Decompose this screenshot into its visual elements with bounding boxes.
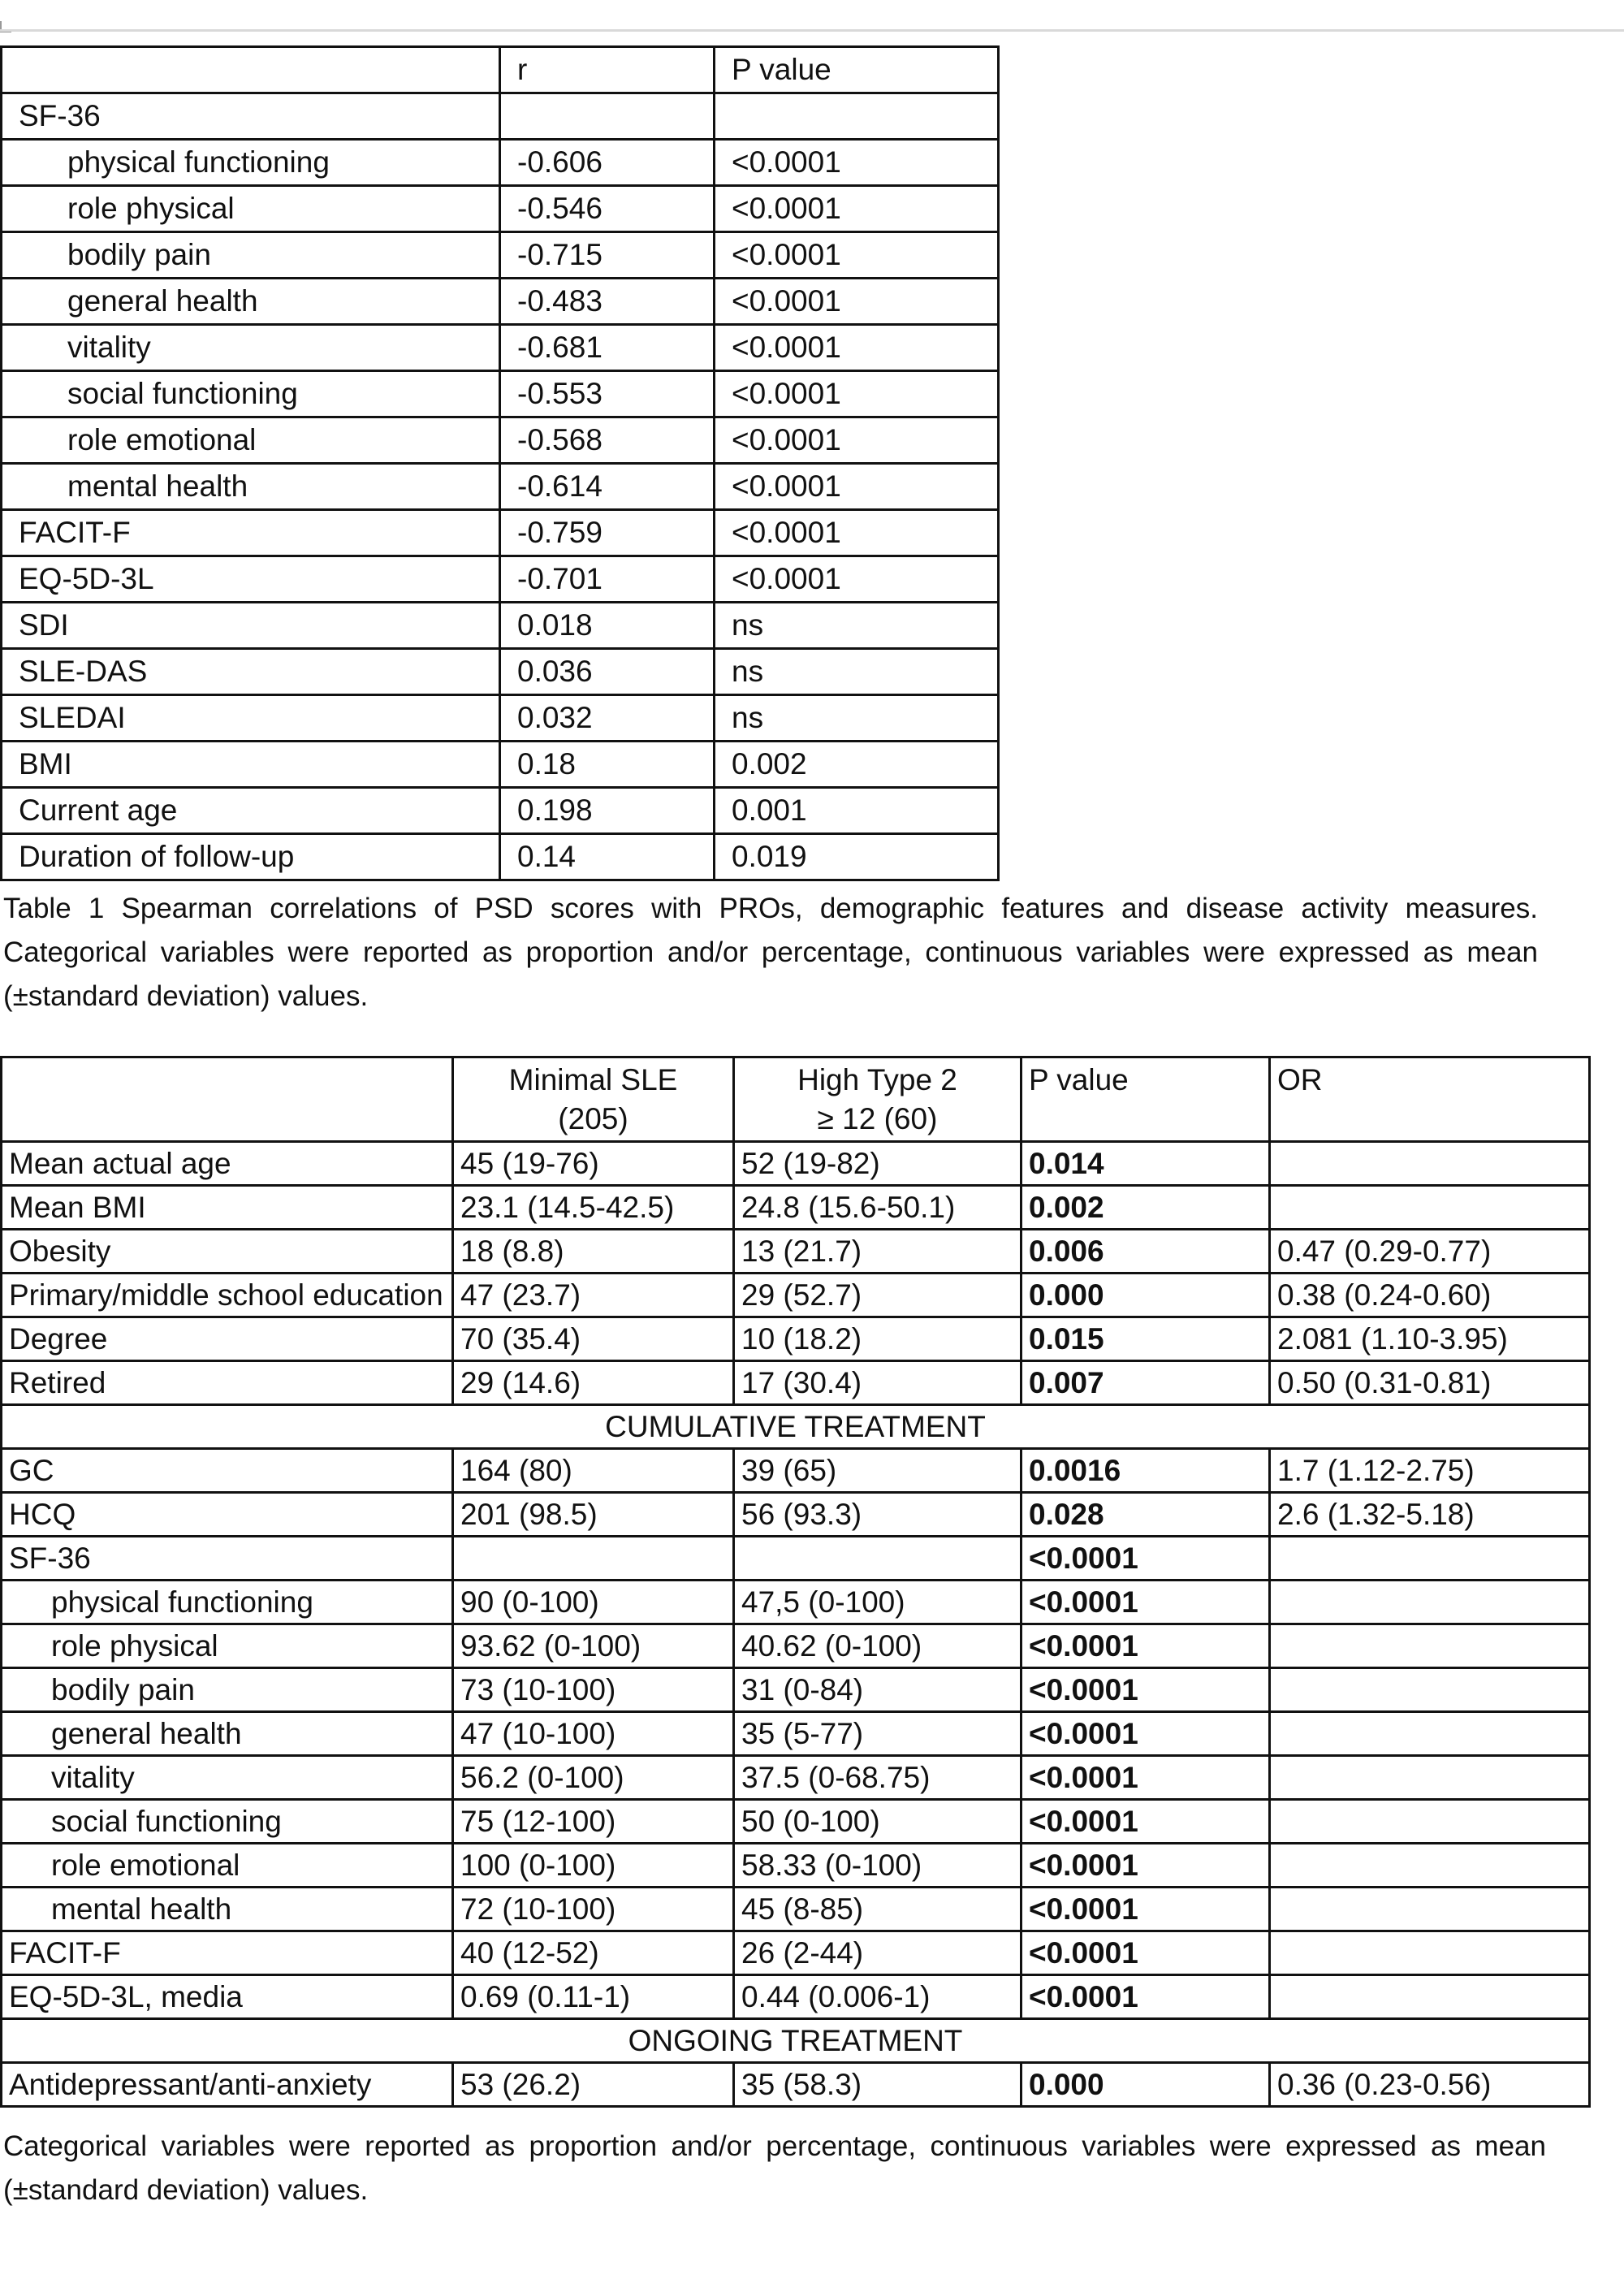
cell-or (1270, 1581, 1590, 1624)
row-label: SLE-DAS (2, 649, 500, 695)
cell-minimal-sle: 75 (12-100) (453, 1800, 734, 1844)
cell-minimal-sle: 47 (23.7) (453, 1274, 734, 1317)
row-label: SDI (2, 603, 500, 649)
table-row (2, 1186, 1590, 1230)
cell-minimal-sle: 164 (80) (453, 1449, 734, 1493)
row-label: vitality (2, 325, 500, 371)
header-cell-or: OR (1270, 1057, 1590, 1142)
cell-or (1270, 1975, 1590, 2019)
cell-or (1270, 1800, 1590, 1844)
cell-high-type2: 56 (93.3) (734, 1493, 1021, 1537)
cell-p-value: <0.0001 (1021, 1844, 1270, 1888)
cell-minimal-sle: 56.2 (0-100) (453, 1756, 734, 1800)
cell-p-value: <0.0001 (1021, 1800, 1270, 1844)
cell-p-value: <0.0001 (715, 417, 999, 464)
cell-p-value (715, 93, 999, 140)
row-label: vitality (2, 1756, 453, 1800)
cell-r: 0.18 (500, 742, 715, 788)
cell-minimal-sle: 201 (98.5) (453, 1493, 734, 1537)
cell-high-type2: 31 (0-84) (734, 1668, 1021, 1712)
row-label: BMI (2, 742, 500, 788)
cell-or (1270, 1537, 1590, 1581)
cell-high-type2: 13 (21.7) (734, 1230, 1021, 1274)
cell-r: -0.681 (500, 325, 715, 371)
cell-or (1270, 1931, 1590, 1975)
cell-high-type2: 35 (58.3) (734, 2063, 1021, 2107)
cell-p-value: <0.0001 (1021, 1712, 1270, 1756)
row-label: general health (2, 1712, 453, 1756)
table-row (2, 1493, 1590, 1537)
cell-high-type2: 0.44 (0.006-1) (734, 1975, 1021, 2019)
cell-minimal-sle: 53 (26.2) (453, 2063, 734, 2107)
row-label: Obesity (2, 1230, 453, 1274)
cell-high-type2: 29 (52.7) (734, 1274, 1021, 1317)
table-row (2, 556, 999, 603)
table-row (2, 2063, 1590, 2107)
cell-or (1270, 1142, 1590, 1186)
row-label: SF-36 (2, 1537, 453, 1581)
table-row (2, 1537, 1590, 1581)
table-row (2, 603, 999, 649)
cell-p-value: 0.015 (1021, 1317, 1270, 1361)
table-row (2, 788, 999, 834)
cell-high-type2: 10 (18.2) (734, 1317, 1021, 1361)
cell-p-value: <0.0001 (715, 232, 999, 279)
table-row (2, 1361, 1590, 1405)
row-label: Mean BMI (2, 1186, 453, 1230)
cell-p-value: <0.0001 (1021, 1624, 1270, 1668)
table2-caption: Categorical variables were reported as proportion and/or percentage, continuous variables were expressed as mean (±standard deviation) values. (3, 2130, 1546, 2206)
header-line: ≥ 12 (60) (817, 1101, 938, 1135)
table-row (2, 417, 999, 464)
row-label: Degree (2, 1317, 453, 1361)
table-row (2, 1449, 1590, 1493)
cell-high-type2: 40.62 (0-100) (734, 1624, 1021, 1668)
cell-r: -0.483 (500, 279, 715, 325)
cell-r: -0.759 (500, 510, 715, 556)
header-cell (2, 1057, 453, 1142)
cell-p-value: ns (715, 603, 999, 649)
cell-p-value: <0.0001 (715, 510, 999, 556)
cell-p-value: 0.000 (1021, 2063, 1270, 2107)
cell-p-value: <0.0001 (715, 186, 999, 232)
table-row (2, 695, 999, 742)
cell-r: 0.032 (500, 695, 715, 742)
header-cell-r: r (500, 47, 715, 93)
row-label: bodily pain (2, 1668, 453, 1712)
cell-p-value: <0.0001 (715, 140, 999, 186)
cell-or: 2.6 (1.32-5.18) (1270, 1493, 1590, 1537)
cell-minimal-sle: 45 (19-76) (453, 1142, 734, 1186)
cell-minimal-sle: 93.62 (0-100) (453, 1624, 734, 1668)
cell-r: 0.036 (500, 649, 715, 695)
page-top-divider (0, 29, 1624, 32)
table-row (2, 1274, 1590, 1317)
table-row (2, 742, 999, 788)
cell-p-value: 0.007 (1021, 1361, 1270, 1405)
section-row (2, 1405, 1590, 1449)
table-row (2, 1844, 1590, 1888)
cell-p-value: ns (715, 649, 999, 695)
cell-or: 0.47 (0.29-0.77) (1270, 1230, 1590, 1274)
row-label: role physical (2, 186, 500, 232)
cell-p-value: <0.0001 (1021, 1581, 1270, 1624)
table-row (2, 1975, 1590, 2019)
cell-or: 2.081 (1.10-3.95) (1270, 1317, 1590, 1361)
cell-high-type2: 58.33 (0-100) (734, 1844, 1021, 1888)
table1-caption: Table 1 Spearman correlations of PSD scores with PROs, demographic features and disease activity measures. Categorical variables were reported as proportion and/or percentage, continuous variables were expressed as mean (±standard deviation) values. (3, 893, 1538, 1012)
cell-or (1270, 1624, 1590, 1668)
cell-minimal-sle: 72 (10-100) (453, 1888, 734, 1931)
cell-p-value: <0.0001 (715, 464, 999, 510)
table-row (2, 1581, 1590, 1624)
row-label: EQ-5D-3L, media (2, 1975, 453, 2019)
cell-minimal-sle: 70 (35.4) (453, 1317, 734, 1361)
header-line: Minimal SLE (508, 1062, 678, 1096)
row-label: social functioning (2, 371, 500, 417)
row-label: social functioning (2, 1800, 453, 1844)
table-row (2, 93, 999, 140)
table-row (2, 1888, 1590, 1931)
table-row (2, 649, 999, 695)
table-row (2, 1756, 1590, 1800)
row-label: bodily pain (2, 232, 500, 279)
table-row (2, 834, 999, 880)
cell-minimal-sle: 47 (10-100) (453, 1712, 734, 1756)
row-label: EQ-5D-3L (2, 556, 500, 603)
cell-high-type2: 45 (8-85) (734, 1888, 1021, 1931)
cell-minimal-sle: 100 (0-100) (453, 1844, 734, 1888)
header-cell-p-value: P value (715, 47, 999, 93)
cell-r: -0.715 (500, 232, 715, 279)
cell-high-type2: 39 (65) (734, 1449, 1021, 1493)
cell-minimal-sle: 29 (14.6) (453, 1361, 734, 1405)
cell-r: 0.198 (500, 788, 715, 834)
row-label: role emotional (2, 1844, 453, 1888)
cell-p-value: <0.0001 (1021, 1537, 1270, 1581)
table-row (2, 186, 999, 232)
table-row (2, 1712, 1590, 1756)
row-label: Current age (2, 788, 500, 834)
cell-high-type2: 50 (0-100) (734, 1800, 1021, 1844)
table-row (2, 371, 999, 417)
cell-minimal-sle: 90 (0-100) (453, 1581, 734, 1624)
table-row (2, 1624, 1590, 1668)
cell-minimal-sle: 23.1 (14.5-42.5) (453, 1186, 734, 1230)
cell-p-value: <0.0001 (715, 556, 999, 603)
cell-minimal-sle: 18 (8.8) (453, 1230, 734, 1274)
row-label: physical functioning (2, 140, 500, 186)
cell-p-value: 0.006 (1021, 1230, 1270, 1274)
row-label: FACIT-F (2, 1931, 453, 1975)
cell-high-type2 (734, 1537, 1021, 1581)
cell-p-value: 0.028 (1021, 1493, 1270, 1537)
table-row (2, 279, 999, 325)
comparison-table (0, 1056, 1591, 2108)
cell-p-value: <0.0001 (715, 325, 999, 371)
row-label: Retired (2, 1361, 453, 1405)
section-label: ONGOING TREATMENT (2, 2019, 1590, 2063)
cell-r (500, 93, 715, 140)
cell-p-value: <0.0001 (1021, 1975, 1270, 2019)
cell-or (1270, 1712, 1590, 1756)
cell-p-value: 0.002 (1021, 1186, 1270, 1230)
cell-p-value: 0.001 (715, 788, 999, 834)
cell-minimal-sle (453, 1537, 734, 1581)
table-row (2, 232, 999, 279)
cell-r: -0.606 (500, 140, 715, 186)
cell-r: -0.614 (500, 464, 715, 510)
cell-or: 0.38 (0.24-0.60) (1270, 1274, 1590, 1317)
cell-p-value: <0.0001 (1021, 1931, 1270, 1975)
row-label: Primary/middle school education (2, 1274, 453, 1317)
header-cell-high-type2 (734, 1057, 1021, 1142)
header-cell-p-value: P value (1021, 1057, 1270, 1142)
row-label: Duration of follow-up (2, 834, 500, 880)
header-cell (2, 47, 500, 93)
row-label: GC (2, 1449, 453, 1493)
cell-minimal-sle: 0.69 (0.11-1) (453, 1975, 734, 2019)
cell-p-value: <0.0001 (1021, 1756, 1270, 1800)
table-row (2, 510, 999, 556)
cell-r: -0.546 (500, 186, 715, 232)
cell-or: 0.36 (0.23-0.56) (1270, 2063, 1590, 2107)
table-header-row (2, 47, 999, 93)
table-row (2, 1230, 1590, 1274)
cell-or: 1.7 (1.12-2.75) (1270, 1449, 1590, 1493)
cell-r: 0.018 (500, 603, 715, 649)
table-row (2, 1142, 1590, 1186)
row-label: role physical (2, 1624, 453, 1668)
table-row (2, 1931, 1590, 1975)
section-row (2, 2019, 1590, 2063)
cell-minimal-sle: 40 (12-52) (453, 1931, 734, 1975)
header-line: (205) (558, 1101, 628, 1135)
row-label: role emotional (2, 417, 500, 464)
cell-high-type2: 52 (19-82) (734, 1142, 1021, 1186)
row-label: FACIT-F (2, 510, 500, 556)
row-label: SLEDAI (2, 695, 500, 742)
header-line: High Type 2 (797, 1062, 957, 1096)
cell-r: 0.14 (500, 834, 715, 880)
row-label: Mean actual age (2, 1142, 453, 1186)
cell-p-value: <0.0001 (715, 279, 999, 325)
cell-or (1270, 1668, 1590, 1712)
cell-or (1270, 1844, 1590, 1888)
cell-or (1270, 1186, 1590, 1230)
cell-or (1270, 1756, 1590, 1800)
cell-or (1270, 1888, 1590, 1931)
cell-p-value: 0.000 (1021, 1274, 1270, 1317)
cell-r: -0.701 (500, 556, 715, 603)
section-label: CUMULATIVE TREATMENT (2, 1405, 1590, 1449)
row-label: physical functioning (2, 1581, 453, 1624)
row-label: HCQ (2, 1493, 453, 1537)
header-cell-minimal-sle (453, 1057, 734, 1142)
cell-high-type2: 17 (30.4) (734, 1361, 1021, 1405)
cell-high-type2: 26 (2-44) (734, 1931, 1021, 1975)
cell-r: -0.553 (500, 371, 715, 417)
cell-p-value: 0.014 (1021, 1142, 1270, 1186)
cell-p-value: <0.0001 (1021, 1888, 1270, 1931)
table-row (2, 464, 999, 510)
spearman-correlations-table (0, 45, 1000, 881)
cell-p-value: <0.0001 (1021, 1668, 1270, 1712)
table-row (2, 1668, 1590, 1712)
cell-p-value: 0.002 (715, 742, 999, 788)
table-row (2, 325, 999, 371)
cell-p-value: ns (715, 695, 999, 742)
cell-r: -0.568 (500, 417, 715, 464)
row-label: SF-36 (2, 93, 500, 140)
cell-p-value: <0.0001 (715, 371, 999, 417)
row-label: mental health (2, 1888, 453, 1931)
cell-high-type2: 24.8 (15.6-50.1) (734, 1186, 1021, 1230)
table-row (2, 140, 999, 186)
table-header-row (2, 1057, 1590, 1142)
cell-p-value: 0.0016 (1021, 1449, 1270, 1493)
row-label: general health (2, 279, 500, 325)
table-row (2, 1800, 1590, 1844)
cell-p-value: 0.019 (715, 834, 999, 880)
cell-high-type2: 35 (5-77) (734, 1712, 1021, 1756)
table-row (2, 1317, 1590, 1361)
cell-minimal-sle: 73 (10-100) (453, 1668, 734, 1712)
cell-high-type2: 47,5 (0-100) (734, 1581, 1021, 1624)
row-label: mental health (2, 464, 500, 510)
cell-or: 0.50 (0.31-0.81) (1270, 1361, 1590, 1405)
row-label: Antidepressant/anti-anxiety (2, 2063, 453, 2107)
cell-high-type2: 37.5 (0-68.75) (734, 1756, 1021, 1800)
